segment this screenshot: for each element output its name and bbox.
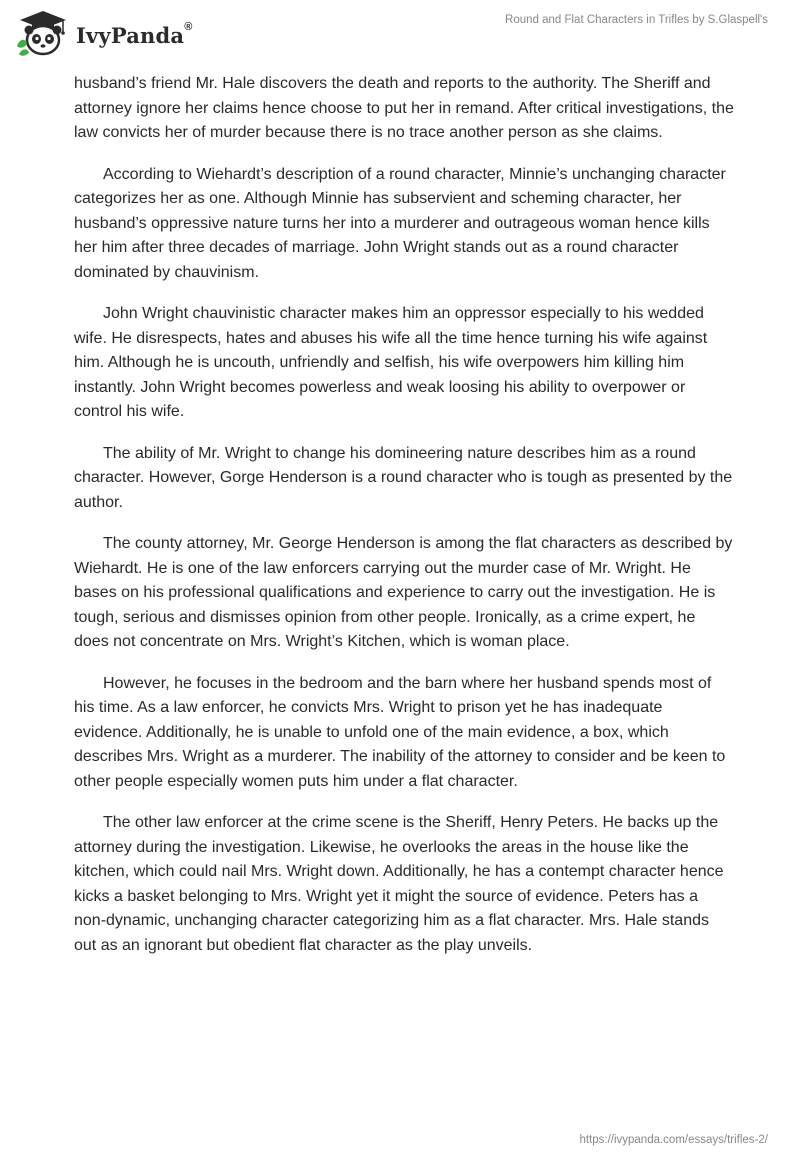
panda-graduate-icon <box>14 8 72 58</box>
brand-name: IvyPanda® <box>76 20 193 48</box>
paragraph: The ability of Mr. Wright to change his domineering nature describes him as a round character. However, Gorge Henderson is a round character who is tough as presented by the author. <box>74 444 733 511</box>
essay-body <box>74 72 734 975</box>
paragraph: The other law enforcer at the crime scene is the Sheriff, Henry Peters. He backs up the attorney during the investigation. Likewise, he overlooks the areas in the house like the kitchen, which could nail Mrs. Wright down. Additionally, he has a contempt character hence kicks a basket belonging to Mrs. Wright yet it might the source of evidence. Peters has a non-dynamic, unchanging character categorizing him as a flat character. Mrs. Hale stands out as an ignorant but obedient flat character as the play unveils. <box>74 814 724 954</box>
paragraph: husband’s friend Mr. Hale discovers the death and reports to the authority. The Sheriff and attorney ignore her claims hence choose to put her in remand. After critical investigations, the law convicts her of murder because there is no trace another person as she claims. <box>74 75 734 141</box>
source-url[interactable]: https://ivypanda.com/essays/trifles-2/ <box>579 1134 768 1146</box>
page-header <box>0 0 800 70</box>
ivypanda-logo[interactable] <box>14 8 193 58</box>
paragraph: However, he focuses in the bedroom and the barn where her husband spends most of his time. As a law enforcer, he convicts Mrs. Wright to prison yet he has inadequate evidence. Additionally, he is unable to unfold one of the main evidence, a box, which describes Mrs. Wright as a murderer. The inability of the attorney to consider and be keen to other people especially women puts him under a flat character. <box>74 674 726 790</box>
paragraph: John Wright chauvinistic character makes him an oppressor especially to his wedded wife. He disrespects, hates and abuses his wife all the time hence turning his wife against him. Although he is uncouth, unfriendly and selfish, his wife overpowers him killing him instantly. John Wright becomes powerless and weak loosing his ability to overpower or control his wife. <box>74 305 708 420</box>
paragraph: The county attorney, Mr. George Henderson is among the flat characters as described by Wiehardt. He is one of the law enforcers carrying out the murder case of Mr. Wright. He bases on his professional qualifications and experience to carry out the investigation. He is tough, serious and dismisses opinion from other people. Ironically, as a crime expert, he does not concentrate on Mrs. Wright’s Kitchen, which is woman place. <box>74 535 733 650</box>
document-title: Round and Flat Characters in Trifles by S.Glaspell's <box>505 14 768 26</box>
paragraph: According to Wiehardt’s description of a round character, Minnie’s unchanging character categorizes her as one. Although Minnie has subservient and scheming character, her husband’s oppressive nature turns her into a murderer and outrageous woman hence kills her him after three decades of marriage. John Wright stands out as a round character dominated by chauvinism. <box>74 165 726 281</box>
